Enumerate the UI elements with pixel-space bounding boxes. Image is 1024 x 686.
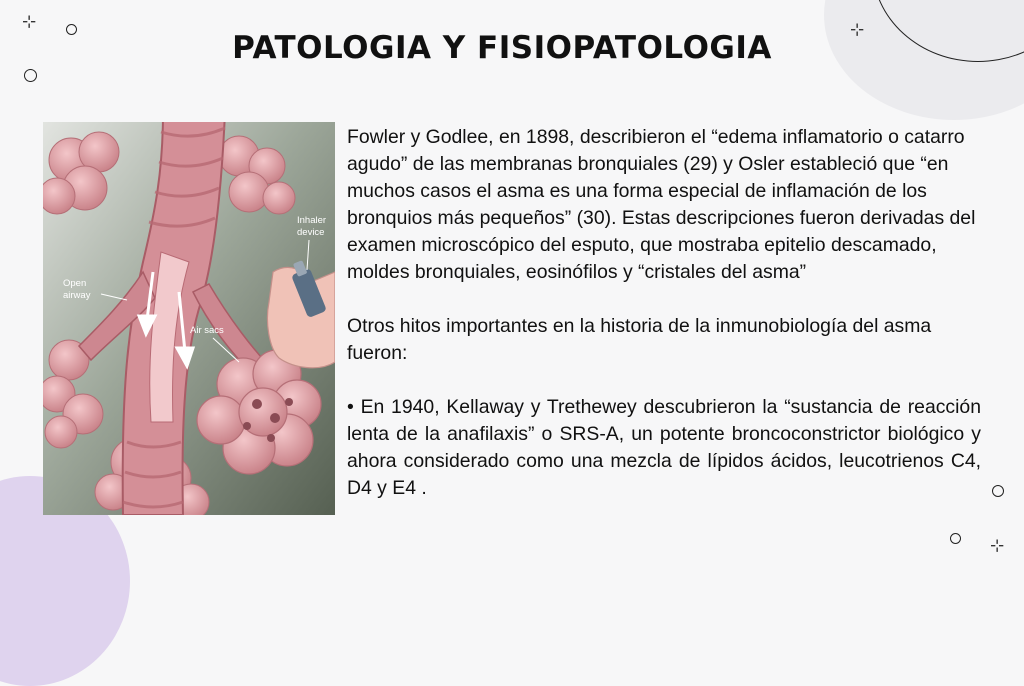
paragraph-hitos: Otros hitos importantes en la historia de la inmunobiología del asma fueron: [347, 315, 932, 364]
slide-title: PATOLOGIA Y FISIOPATOLOGIA [232, 30, 772, 66]
circle-icon [24, 69, 37, 82]
circle-icon [950, 533, 961, 544]
open-airway-label-line2: airway [63, 290, 91, 301]
body-text [347, 124, 981, 502]
sparkle-icon: ⊹ [22, 12, 37, 32]
airway-illustration [43, 122, 335, 515]
open-airway-label-line1: Open [63, 278, 87, 289]
air-sacs-label: Air sacs [190, 325, 224, 336]
inhaler-label-line1: Inhaler [297, 215, 327, 226]
bullet-kellaway-trethewey: • En 1940, Kellaway y Trethewey descubrieron la “sustancia de reacción lenta de la anafilaxis” o SRS-A, un potente broncoconstrictor biológico y ahora considerado como una mezcla de lípidos ácidos, leucotrienos C4, D4 y E4 . [347, 396, 981, 499]
sparkle-icon: ⊹ [850, 20, 865, 40]
paragraph-fowler-godlee: Fowler y Godlee, en 1898, describieron el “edema inflamatorio o catarro agudo” de las membranas bronquiales (29) y Osler estableció que “en muchos casos el asma es una forma especial de inflamación de los bronquios más pequeños” (30). Estas descripciones fueron derivadas del examen microscópico del esputo, que mostraba epitelio descamado, moldes bronquiales, eosinófilos y “cristales del asma” [347, 126, 976, 283]
inhaler-label-line2: device [297, 227, 325, 238]
sparkle-icon: ⊹ [990, 536, 1005, 556]
circle-icon [992, 485, 1004, 497]
